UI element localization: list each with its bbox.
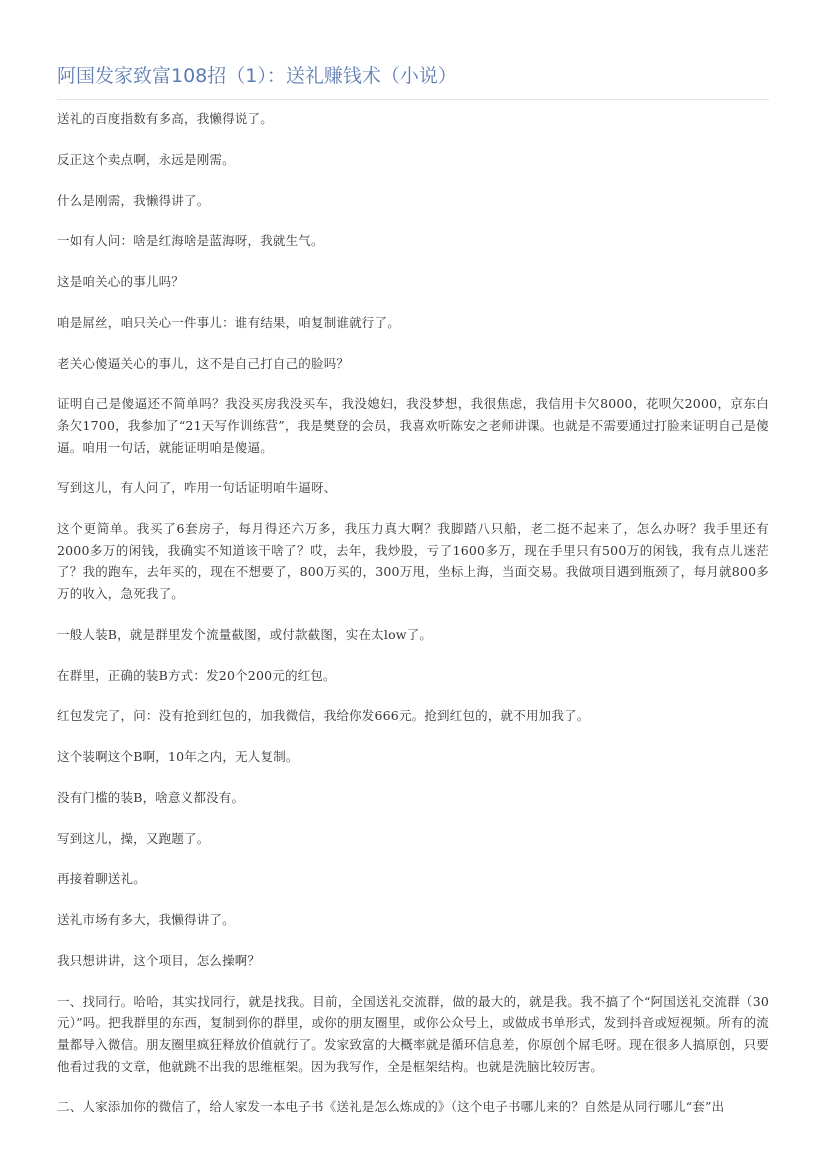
document-page xyxy=(57,0,769,1137)
paragraph: 写到这儿，有人问了，咋用一句话证明咱牛逼呀、 xyxy=(57,480,337,496)
article-body xyxy=(57,108,769,1118)
paragraph: 没有门槛的装B，啥意义都没有。 xyxy=(57,789,245,805)
paragraph: 证明自己是傻逼还不简单吗？我没买房我没买车，我没媳妇，我没梦想，我很焦虑，我信用卡欠8000，花呗欠2000，京东白条欠1700，我参加了“21天写作训练营”，我是樊登的会员，我喜欢听陈安之老师讲课。也就是不需要通过打脸来证明自己是傻逼。咱用一句话，就能证明咱是傻逼。 xyxy=(57,396,769,455)
paragraph: 咱是屌丝，咱只关心一件事儿：谁有结果，咱复制谁就行了。 xyxy=(57,314,400,330)
paragraph: 送礼市场有多大，我懒得讲了。 xyxy=(57,912,235,928)
paragraph: 写到这儿，操，又跑题了。 xyxy=(57,830,210,846)
paragraph: 一如有人问：啥是红海啥是蓝海呀，我就生气。 xyxy=(57,233,324,249)
paragraph: 这是咱关心的事儿吗？ xyxy=(57,274,185,290)
paragraph: 再接着聊送礼。 xyxy=(57,871,146,887)
paragraph: 反正这个卖点啊，永远是刚需。 xyxy=(57,151,235,167)
paragraph: 老关心傻逼关心的事儿，这不是自己打自己的脸吗？ xyxy=(57,355,350,371)
paragraph: 什么是刚需，我懒得讲了。 xyxy=(57,192,210,208)
title-divider xyxy=(57,99,769,100)
paragraph: 红包发完了，问：没有抢到红包的，加我微信，我给你发666元。抢到红包的，就不用加我了。 xyxy=(57,708,590,724)
paragraph: 这个更简单。我买了6套房子，每月得还六万多，我压力真大啊？我脚踏八只船，老二挺不起来了，怎么办呀？我手里还有2000多万的闲钱，我确实不知道该干啥了？哎，去年，我炒股，亏了1600多万，现在手里只有500万的闲钱，我有点儿迷茫了？我的跑车，去年买的，现在不想要了，800万买的，300万甩，坐标上海，当面交易。我做项目遇到瓶颈了，每月就800多万的收入，急死我了。 xyxy=(57,521,769,601)
paragraph: 送礼的百度指数有多高，我懒得说了。 xyxy=(57,111,273,126)
paragraph: 二、人家添加你的微信了，给人家发一本电子书《送礼是怎么炼成的》（这个电子书哪儿来的？自然是从同行哪儿“套”出 xyxy=(57,1099,725,1115)
paragraph: 我只想讲讲，这个项目，怎么操啊？ xyxy=(57,953,261,969)
paragraph: 一般人装B，就是群里发个流量截图，或付款截图，实在太low了。 xyxy=(57,626,433,642)
article-title: 阿国发家致富108招（1）：送礼赚钱术（小说） xyxy=(57,65,457,87)
paragraph: 在群里，正确的装B方式：发20个200元的红包。 xyxy=(57,667,336,683)
paragraph: 一、找同行。哈哈，其实找同行，就是找我。目前，全国送礼交流群，做的最大的，就是我。我不搞了个“阿国送礼交流群（30元）”吗。把我群里的东西，复制到你的群里，或你的朋友圈里，或你公众号上，或做成书单形式，发到抖音或短视频。所有的流量都导入微信。朋友圈里疯狂释放价值就行了。发家致富的大概率就是循环信息差，你原创个屌毛呀。现在很多人搞原创，只要他看过我的文章，他就跳不出我的思维框架。因为我写作，全是框架结构。也就是洗脑比较厉害。 xyxy=(57,993,769,1074)
paragraph: 这个装啊这个B啊，10年之内，无人复制。 xyxy=(57,749,299,765)
